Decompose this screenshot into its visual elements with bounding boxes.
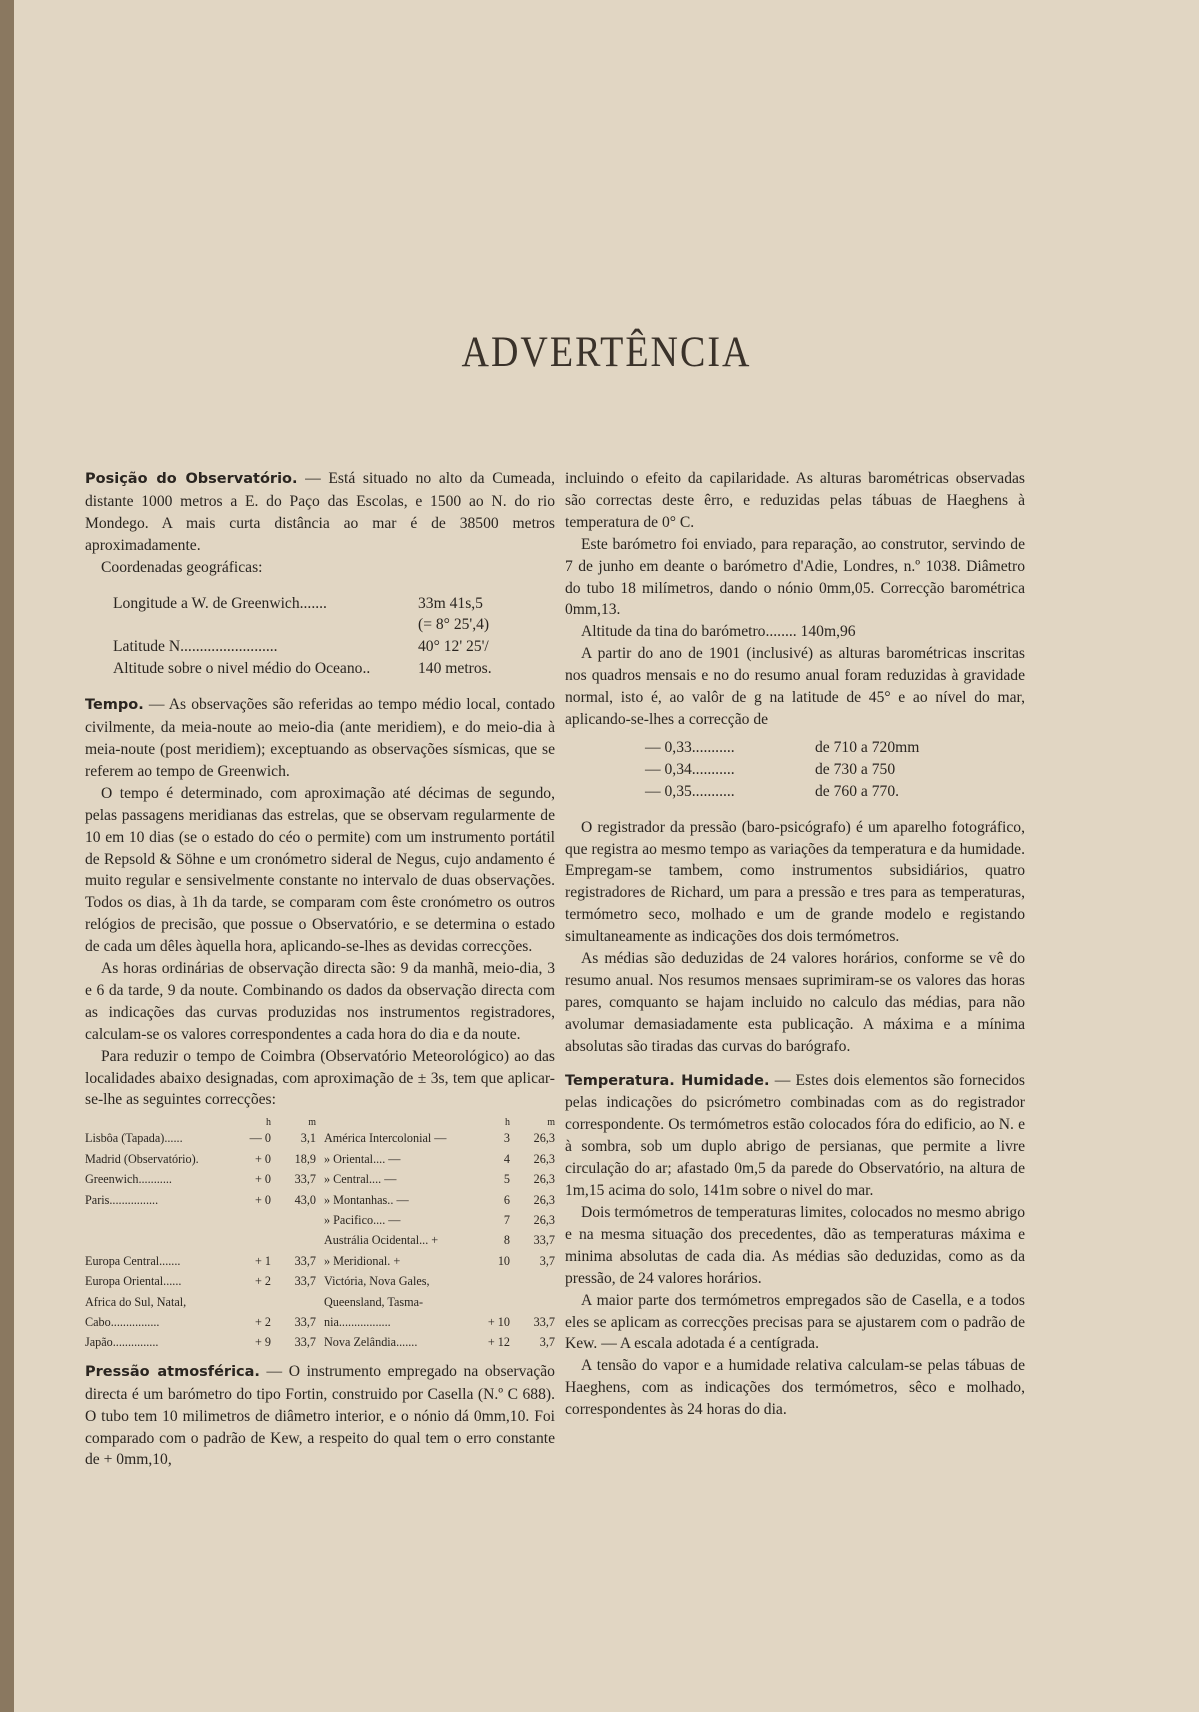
coords-row-label: Longitude a W. de Greenwich....... — [113, 594, 327, 612]
correction-place: Africa do Sul, Natal, — [85, 1294, 187, 1309]
page-title: ADVERTÊNCIA — [461, 327, 752, 377]
correction-table-row — [85, 1332, 316, 1352]
correction-place: Nova Zelândia....... — [324, 1335, 418, 1350]
posicao-paragraph — [85, 468, 555, 557]
correction-min — [271, 1230, 316, 1250]
correction-table-row — [324, 1332, 555, 1352]
correction-table-row — [324, 1312, 555, 1332]
coords-block — [113, 593, 555, 681]
temperatura-paragraph — [565, 1070, 1025, 1202]
unit-minutes: m — [308, 1117, 316, 1129]
correction-place: Japão............... — [85, 1335, 159, 1350]
correction-sign: 5 — [503, 1172, 510, 1187]
barometer-altitude: Altitude da tina do barómetro........ 140m,96 — [581, 623, 856, 641]
correction-place: Queensland, Tasma- — [324, 1294, 424, 1309]
correction-place: Cabo................ — [85, 1315, 160, 1329]
correction-sign — [231, 1210, 271, 1230]
correction-sign: + 10 — [487, 1315, 510, 1330]
correction-row — [645, 781, 1025, 803]
temperatura-paragraph-4: A tensão do vapor e a humidade relativa calculam-se pelas tábuas de Haeghens, com as indicações dos termómetros, sêco e molhado, correspondentes às 24 horas do dia. — [565, 1357, 1025, 1419]
correction-min: 3,1 — [300, 1131, 316, 1146]
correction-sign: 10 — [497, 1253, 510, 1268]
correction-place — [85, 1230, 231, 1250]
tempo-heading: Tempo. — [85, 697, 144, 714]
correction-min: 26,3 — [533, 1131, 555, 1146]
correction-range: de 730 a 750 — [815, 760, 896, 778]
correction-table-row — [85, 1128, 316, 1148]
correction-row — [645, 759, 1025, 781]
correction-place: » Meridional. + — [324, 1253, 401, 1268]
correction-sign: 7 — [503, 1213, 510, 1227]
correction-min: 33,7 — [533, 1233, 555, 1248]
correction-table-row — [85, 1251, 316, 1271]
correction-place: Paris................ — [85, 1192, 159, 1207]
pressao-paragraph-2: Este barómetro foi enviado, para reparação, ao construtor, servindo de 7 de junho em deante o barómetro d'Adie, Londres, n.º 1038. Diâmetro do tubo 18 milímetros, dando o nónio 0mm,05. Correcção barométrica 0mm,13. — [565, 535, 1025, 619]
unit-minutes: m — [547, 1117, 555, 1129]
correction-min — [271, 1292, 316, 1312]
correction-min: 18,9 — [294, 1151, 316, 1166]
correction-sign — [470, 1292, 510, 1312]
correction-table-row — [85, 1312, 316, 1332]
correction-sign: — 0 — [249, 1131, 271, 1146]
correction-range: de 760 a 770. — [815, 782, 900, 800]
correction-place: » Pacifico.... — — [324, 1213, 401, 1227]
page-edge — [0, 0, 14, 1712]
temperatura-paragraph-2: Dois termómetros de temperaturas limites, colocados no mesmo abrigo e na mesma situação dos precedentes, dão as temperaturas máxima e minima absolutas de cada dia. As médias são deduzidas, como as da pressão, de 24 valores horários. — [565, 1204, 1025, 1287]
correction-sign: 3 — [503, 1131, 510, 1146]
time-corrections-table — [85, 1117, 555, 1352]
tempo-paragraph — [85, 694, 555, 783]
correction-table-row — [324, 1251, 555, 1271]
correction-place: Austrália Ocidental... + — [324, 1233, 439, 1248]
correction-table-row — [324, 1230, 555, 1250]
correction-sign: + 2 — [254, 1274, 271, 1289]
coords-row — [113, 636, 555, 658]
correction-sign — [231, 1292, 271, 1312]
correction-min — [510, 1292, 555, 1312]
tempo-paragraph-3: As horas ordinárias de observação directa são: 9 da manhã, meio-dia, 3 e 6 da tarde, 9 da noute. Combinando os dados da observação directa com as indicações das curvas produzidas nos instrumentos registradores, calculam-se os valores correspondentes a cada hora do dia e da noute. — [85, 960, 555, 1043]
correction-table-row — [324, 1128, 555, 1148]
pressao-heading: Pressão atmosférica. — [85, 1363, 260, 1380]
coords-row — [113, 614, 555, 636]
correction-table-row — [85, 1271, 316, 1291]
correction-min: 33,7 — [294, 1172, 316, 1187]
correction-table-row — [85, 1169, 316, 1189]
coords-row-label: Altitude sobre o nivel médio do Oceano.. — [113, 660, 371, 678]
correction-table-row — [324, 1169, 555, 1189]
correction-table-row — [85, 1292, 316, 1312]
correction-place: Victória, Nova Gales, — [324, 1274, 430, 1289]
pressao-paragraph-4: O registrador da pressão (baro-psicógrafo) é um aparelho fotográfico, que registra ao mesmo tempo as variações da temperatura e da humidade. Empregam-se tambem, como instrumentos subsidiários, quatro registradores de Richard, um para a pressão e tres para as temperaturas, termómetro seco, molhado e um de grande modelo e registando simultaneamente as indicações dos dois termómetros. — [565, 818, 1025, 946]
correction-sign: + 1 — [254, 1253, 271, 1268]
correction-place: » Oriental.... — — [324, 1151, 401, 1166]
correction-sign: 8 — [503, 1233, 510, 1248]
pressao-paragraph-5: As médias são deduzidas de 24 valores horários, conforme se vê do resumo anual. Nos resumos mensaes suprimiram-se os valores das horas pares, comquanto se hajam incluido no calculo das médias, para não avolumar demasiadamente esta publicação. A máxima e a mínima absolutas são tiradas das curvas do barógrafo. — [565, 950, 1025, 1055]
coords-row-label — [113, 614, 418, 636]
pressao-paragraph-3: A partir do ano de 1901 (inclusivé) as alturas barométricas inscritas nos quadros mensais e no do resumo anual foram reduzidas à gravidade normal, isto é, ao valôr de g na latitude de 45° e ao nível do mar, aplicando-se-lhes a correcção de — [565, 645, 1025, 728]
units-row — [85, 1117, 316, 1128]
correction-sign: + 0 — [254, 1172, 271, 1187]
correction-value: — 0,34........... — [645, 760, 735, 778]
coords-row-label: Latitude N......................... — [113, 638, 278, 656]
tempo-paragraph-2: O tempo é determinado, com aproximação até décimas de segundo, pelas passagens meridianas das estrelas, que se observam regularmente de 10 em 10 dias (se o estado do céo o permite) com um instrumento portátil de Repsold & Söhne e um cronómetro sideral de Negus, cujo andamento é muito regular e sensivelmente constante no intervalo de duas observações. Todos os dias, à 1h da tarde, se comparam com êste cronómetro os outros relógios de precisão, que possue o Observatório, e se determina o estado de cada um dêles àquella hora, aplicando-se-lhes as devidas correcções. — [85, 784, 555, 956]
correction-min: 43,0 — [294, 1192, 316, 1207]
correction-sign: + 0 — [254, 1151, 271, 1166]
correction-place — [85, 1210, 231, 1230]
posicao-text: — Está situado no alto da Cumeada, distante 1000 metros a E. do Paço das Escolas, e 1500 ao N. do rio Mondego. A mais curta distância ao mar é de 38500 metros aproximadamente. — [85, 470, 555, 554]
tempo-text: — As observações são referidas ao tempo médio local, contado civilmente, da meia-noute ao meio-dia (ante meridiem), e do meio-dia à meia-noute (post meridiem); exceptuando as observações sísmicas, que se referem ao tempo de Greenwich. — [85, 696, 555, 780]
correction-place: América Intercolonial — — [324, 1131, 447, 1146]
temperatura-paragraph-3: A maior parte dos termómetros empregados são de Casella, e a todos eles se aplicam as correcções precisas para se ajustarem com o padrão de Kew. — A escala adotada é a centígrada. — [565, 1291, 1025, 1353]
correction-sign: + 2 — [254, 1315, 271, 1329]
correction-table-row — [324, 1292, 555, 1312]
correction-min: 26,3 — [533, 1172, 555, 1187]
correction-min — [271, 1210, 316, 1230]
left-column — [85, 468, 555, 1471]
correction-min — [510, 1271, 555, 1291]
coords-row — [113, 593, 555, 615]
coords-row-value: 40° 12' 25'/ — [418, 638, 489, 656]
correction-place: Greenwich........... — [85, 1172, 172, 1187]
posicao-heading: Posição do Observatório. — [85, 471, 298, 487]
correction-sign: + 12 — [487, 1335, 510, 1350]
unit-hours: h — [266, 1117, 271, 1129]
correction-table-row — [85, 1149, 316, 1169]
correction-sign: 6 — [503, 1192, 510, 1207]
correction-table-row — [324, 1190, 555, 1210]
correction-value: — 0,33........... — [645, 738, 735, 756]
correction-min: 33,7 — [294, 1335, 316, 1350]
correction-place: Madrid (Observatório). — [85, 1151, 199, 1166]
correction-sign: 4 — [503, 1151, 510, 1166]
correction-place: nia................. — [324, 1315, 391, 1330]
correction-table-row — [324, 1149, 555, 1169]
correction-table-row — [85, 1190, 316, 1210]
correction-sign: + 9 — [254, 1335, 271, 1350]
corrections-right — [324, 1117, 555, 1352]
corrections-left — [85, 1117, 316, 1352]
correction-value: — 0,35........... — [645, 782, 735, 800]
units-row — [324, 1117, 555, 1128]
correction-sign — [231, 1230, 271, 1250]
correction-sign: + 0 — [254, 1192, 271, 1207]
correction-table-row — [85, 1230, 316, 1250]
correction-min: 3,7 — [539, 1253, 555, 1268]
correction-min: 3,7 — [539, 1335, 555, 1350]
correction-table-row — [85, 1210, 316, 1230]
coords-row-value: 33m 41s,5 — [418, 594, 483, 612]
correction-min: 33,7 — [294, 1253, 316, 1268]
correction-place: Europa Central....... — [85, 1253, 181, 1268]
correction-min: 33,7 — [533, 1315, 555, 1330]
coords-row-value: 140 metros. — [418, 660, 492, 678]
tempo-paragraph-4: Para reduzir o tempo de Coimbra (Observatório Meteorológico) ao das localidades abaixo designadas, com aproximação de ± 3s, tem que aplicar-se-lhe as seguintes correcções: — [85, 1047, 555, 1109]
right-column — [565, 468, 1025, 1421]
coords-row — [113, 658, 555, 680]
correction-table-row — [324, 1210, 555, 1230]
correction-row — [645, 737, 1025, 759]
correction-min: 33,7 — [294, 1315, 316, 1329]
pressao-paragraph — [85, 1361, 555, 1472]
gravity-corrections — [645, 737, 1025, 803]
correction-table-row — [324, 1271, 555, 1291]
correction-place: » Central.... — — [324, 1172, 397, 1187]
correction-min: 26,3 — [533, 1192, 555, 1207]
correction-sign — [470, 1271, 510, 1291]
pressao-text: — O instrumento empregado na observação directa é um barómetro do tipo Fortin, construido por Casella (N.º C 688). O tubo tem 10 milimetros de diâmetro interior, e o nónio dá 0mm,10. Foi comparado com o padrão de Kew, a respeito do qual tem o erro constante de + 0mm,10, — [85, 1362, 555, 1469]
temperatura-text: — Estes dois elementos são fornecidos pelas indicações do psicrómetro combinadas com as do registrador correspondente. Os termómetros estão colocados fóra do edificio, ao N. e à sombra, sob um duplo abrigo de persianas, que permite a livre circulação do ar; afastado 0m,5 da parede do Observatório, na altura de 1m,15 acima do solo, 141m sobre o nivel do mar. — [565, 1071, 1026, 1200]
unit-hours: h — [505, 1117, 510, 1129]
coords-row-value: (= 8° 25',4) — [418, 616, 490, 634]
correction-range: de 710 a 720mm — [815, 738, 920, 756]
correction-min: 26,3 — [533, 1213, 555, 1227]
correction-place: Lisbôa (Tapada)...... — [85, 1131, 183, 1146]
pressao-continued: incluindo o efeito da capilaridade. As alturas barométricas observadas são correctas deste êrro, e reduzidas pelas tábuas de Haeghens à temperatura de 0° C. — [565, 470, 1025, 531]
coords-label: Coordenadas geográficas: — [101, 558, 263, 576]
correction-place: » Montanhas.. — — [324, 1192, 409, 1207]
correction-min: 26,3 — [533, 1151, 555, 1166]
temperatura-heading: Temperatura. Humidade. — [565, 1072, 770, 1089]
correction-place: Europa Oriental...... — [85, 1274, 182, 1289]
correction-min: 33,7 — [294, 1274, 316, 1289]
